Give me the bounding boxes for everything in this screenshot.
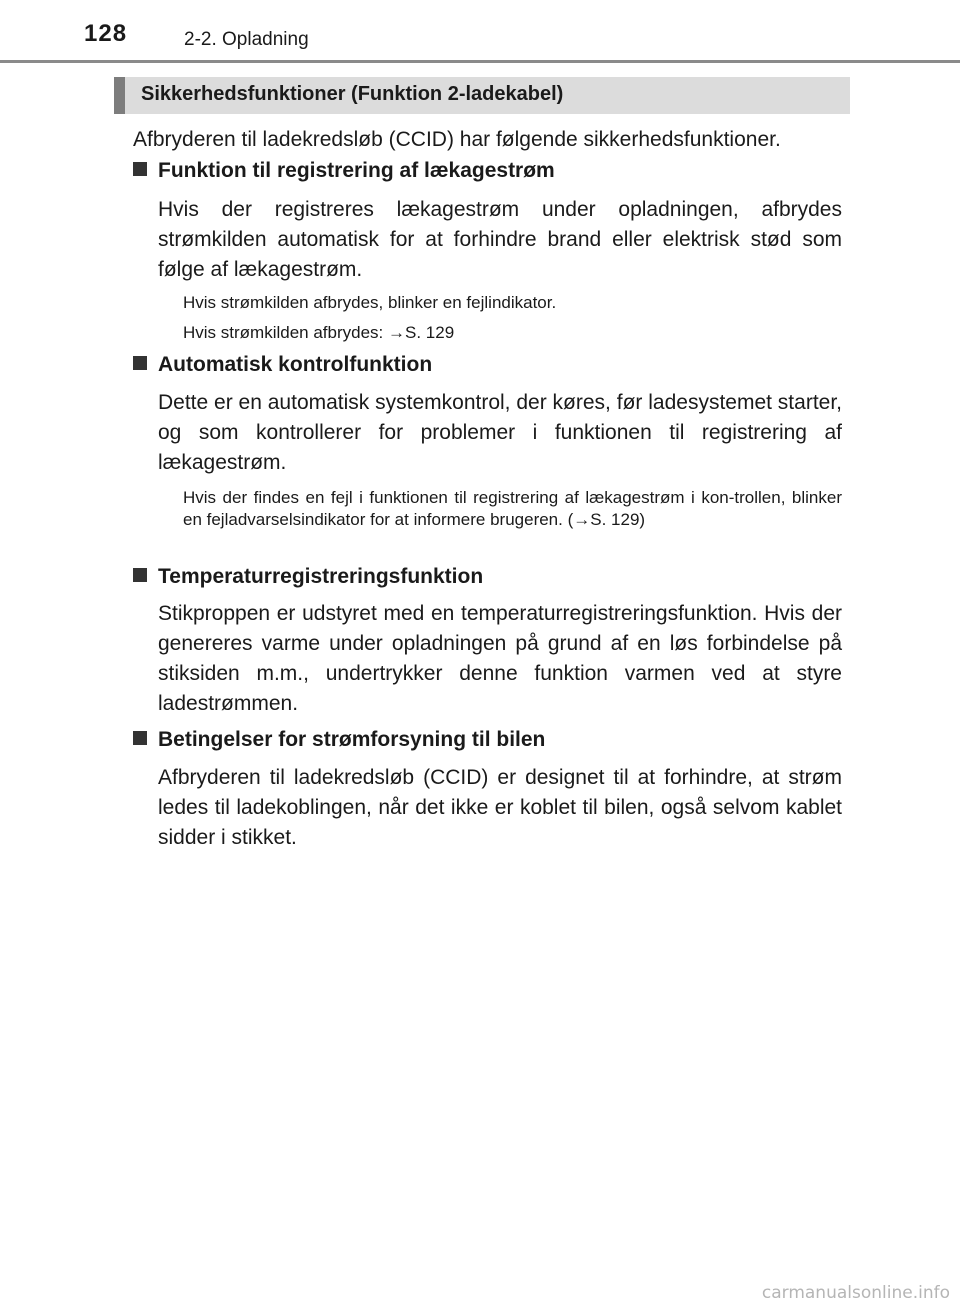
item-heading-label: Automatisk kontrolfunktion	[158, 353, 433, 376]
header-divider	[0, 60, 960, 63]
item-heading	[133, 728, 545, 752]
square-bullet-icon	[133, 356, 147, 370]
square-bullet-icon	[133, 162, 147, 176]
page-number: 128	[84, 20, 128, 47]
square-bullet-icon	[133, 568, 147, 582]
item-body: Dette er en automatisk systemkontrol, der køres, før ladesystemet starter, og som kontrollerer for problemer i funktionen til registrering af lækagestrøm.	[158, 391, 842, 474]
item-heading	[133, 159, 555, 183]
item-note: Hvis strømkilden afbrydes: →S. 129	[183, 323, 455, 342]
item-body: Afbryderen til ladekredsløb (CCID) er designet til at forhindre, at strøm ledes til ladekoblingen, når det ikke er koblet til bilen, også selvom kablet sidder i stikket.	[158, 766, 842, 849]
item-note: Hvis strømkilden afbrydes, blinker en fejlindikator.	[183, 293, 557, 312]
item-heading	[133, 353, 432, 377]
section-header-box	[114, 77, 850, 114]
item-body: Stikproppen er udstyret med en temperaturregistreringsfunktion. Hvis der genereres varme under opladningen på grund af en løs forbindelse på stiksiden m.m., undertrykker denne funktion varmen ved at styre ladestrømmen.	[158, 602, 842, 715]
item-heading	[133, 565, 483, 589]
item-heading-label: Temperaturregistreringsfunktion	[158, 565, 484, 588]
square-bullet-icon	[133, 731, 147, 745]
section-title: Sikkerhedsfunktioner (Funktion 2-ladekabel)	[141, 83, 564, 105]
item-note: Hvis der findes en fejl i funktionen til registrering af lækagestrøm i kon-trollen, blinker en fejladvarselsindikator for at informere brugeren. (→S. 129)	[183, 488, 842, 529]
item-heading-label: Betingelser for strømforsyning til bilen	[158, 728, 546, 751]
item-body: Hvis der registreres lækagestrøm under opladningen, afbrydes strømkilden automatisk for at forhindre brand eller elektrisk stød som følge af lækagestrøm.	[158, 198, 842, 281]
watermark: carmanualsonline.info	[761, 1283, 950, 1303]
section-intro: Afbryderen til ladekredsløb (CCID) har følgende sikkerhedsfunktioner.	[133, 128, 781, 151]
item-heading-label: Funktion til registrering af lækagestrøm	[158, 159, 555, 182]
chapter-title: 2-2. Opladning	[184, 29, 309, 50]
